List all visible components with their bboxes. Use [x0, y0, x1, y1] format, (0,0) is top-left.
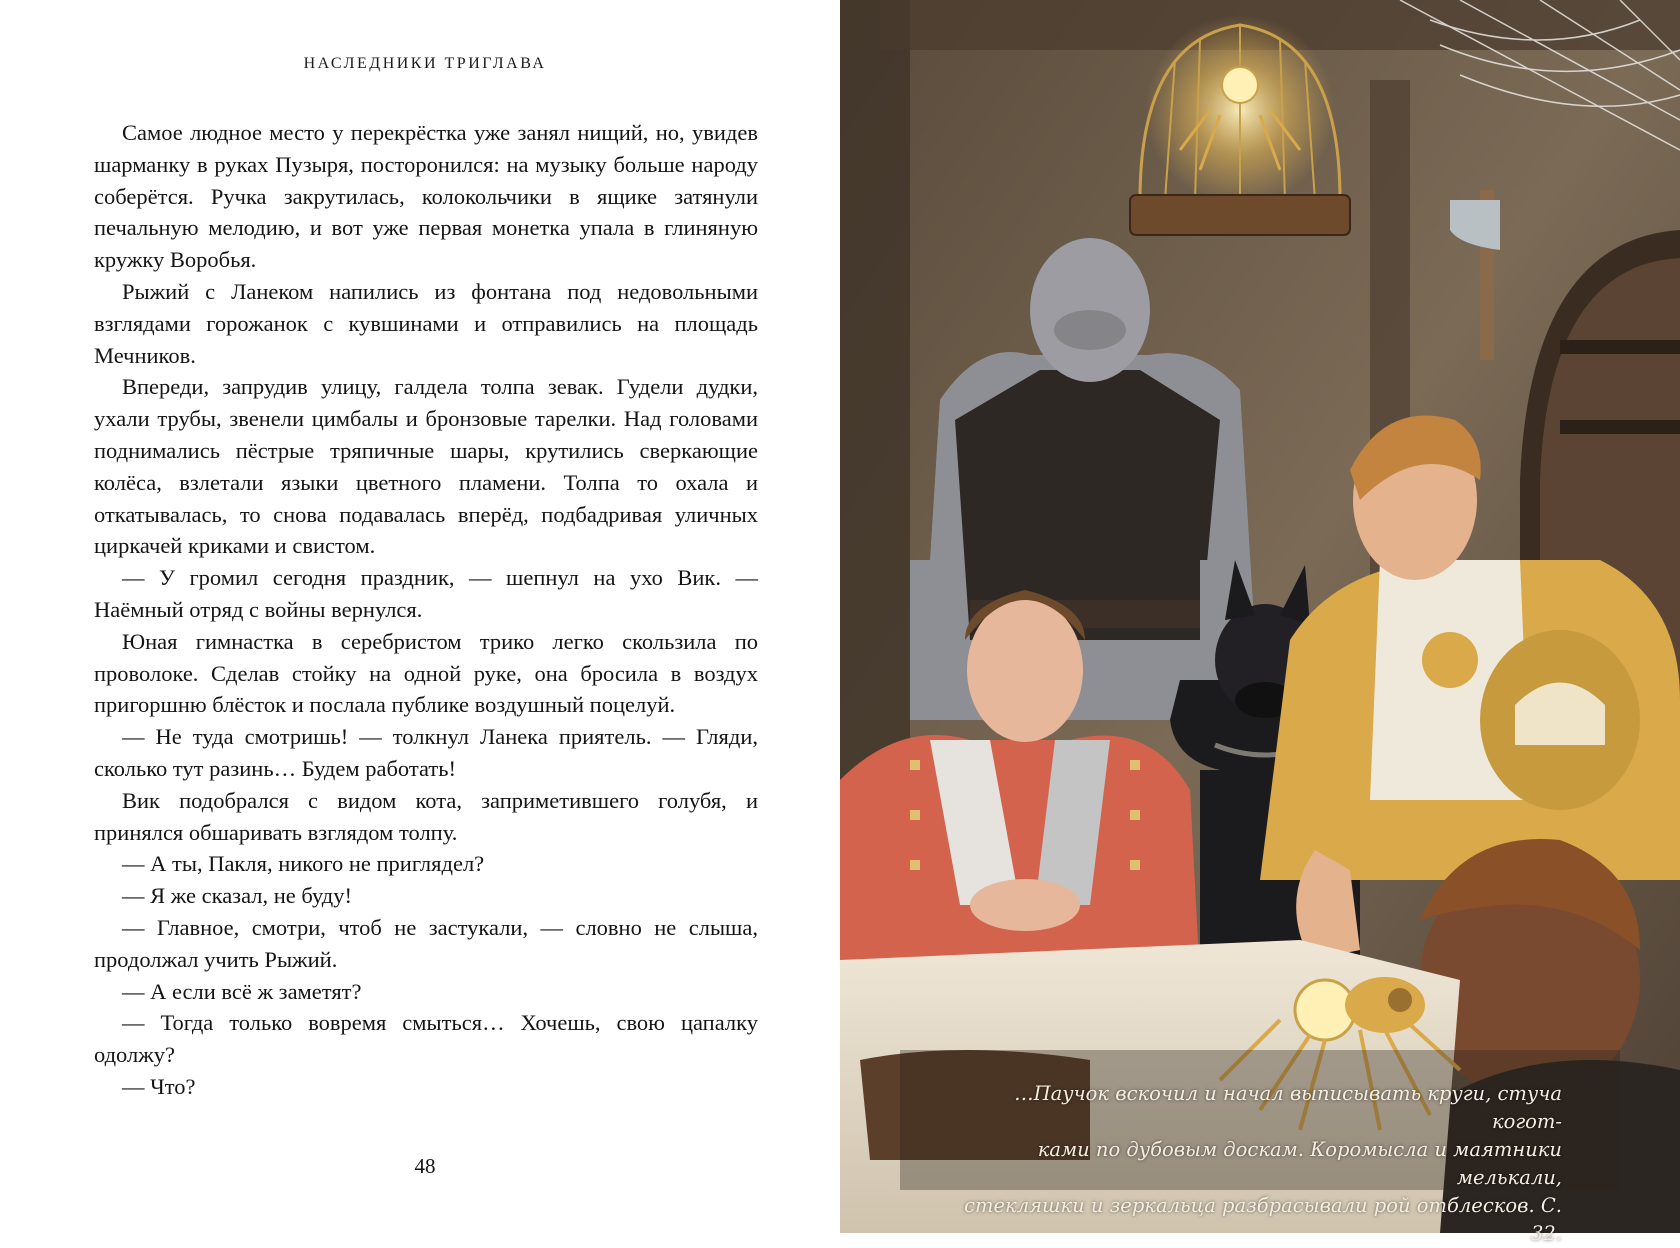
- paragraph: — У громил сегодня праздник, — шепнул на ухо Вик. — Наёмный отряд с войны вернулся.: [94, 565, 758, 622]
- paragraph: — Главное, смотри, чтоб не застукали, — словно не слыша, продолжал учить Рыжий.: [94, 914, 758, 972]
- door-hinge: [1560, 340, 1680, 354]
- page-number: 48: [414, 1154, 436, 1178]
- paragraph: — Не туда смотришь! — толкнул Ланека приятель. — Гляди, сколько тут разинь… Будем работать!: [94, 724, 758, 781]
- paragraph: Вик подобрался с видом кота, заприметившего голубя, и принялся обшаривать взглядом толпу.: [94, 787, 758, 845]
- paragraph: Рыжий с Ланеком напились из фонтана под недовольными взглядами горожанок с кувшинами и отправились на площадь Мечников.: [94, 278, 758, 368]
- caption-line: стекляшки и зеркальца разбрасывали рой отблесков. С. 32.: [964, 1194, 1562, 1245]
- illustration-caption: [940, 1080, 1562, 1248]
- caption-line: ками по дубовым доскам. Коромысла и маятники мелькали,: [1037, 1138, 1562, 1189]
- running-head: НАСЛЕДНИКИ ТРИГЛАВА: [303, 55, 547, 72]
- body-text: [94, 117, 758, 1103]
- paragraph: Юная гимнастка в серебристом трико легко скользила по проволоке. Сделав стойку на одной руке, она бросила в воздух пригоршню блёсток и послала публике воздушный поцелуй.: [94, 628, 758, 718]
- paragraph: — Что?: [122, 1073, 196, 1099]
- paragraph: Впереди, запрудив улицу, галдела толпа зевак. Гудели дудки, ухали трубы, звенели цимбалы и бронзовые тарелки. Над головами поднимались пёстрые тряпичные шары, крутились сверкающие колёса, взлетали языки цветного пламени. Толпа то охала и откатывалась, то снова подавалась вперёд, подбадривая уличных циркачей криками и свистом.: [94, 374, 758, 559]
- paragraph: — А ты, Пакля, никого не приглядел?: [122, 851, 485, 877]
- paragraph: — Я же сказал, не буду!: [122, 883, 352, 909]
- caption-line: …Паучок вскочил и начал выписывать круги, стуча когот-: [1014, 1082, 1562, 1133]
- watercolor-illustration: [840, 0, 1680, 1233]
- paragraph: — Тогда только вовремя смыться… Хочешь, свою цапалку одолжу?: [94, 1010, 758, 1068]
- illustration-page: [840, 0, 1680, 1245]
- paragraph: Самое людное место у перекрёстка уже занял нищий, но, увидев шарманку в руках Пузыря, посторонился: на музыку больше народу соберётся. Ручка закрутилась, колокольчики в ящике затянули печальную мелодию, и вот уже первая монетка упала в глиняную кружку Воробья.: [94, 120, 758, 273]
- paragraph: — А если всё ж заметят?: [122, 978, 362, 1004]
- text-page: [0, 0, 840, 1233]
- door-hinge: [1560, 420, 1680, 434]
